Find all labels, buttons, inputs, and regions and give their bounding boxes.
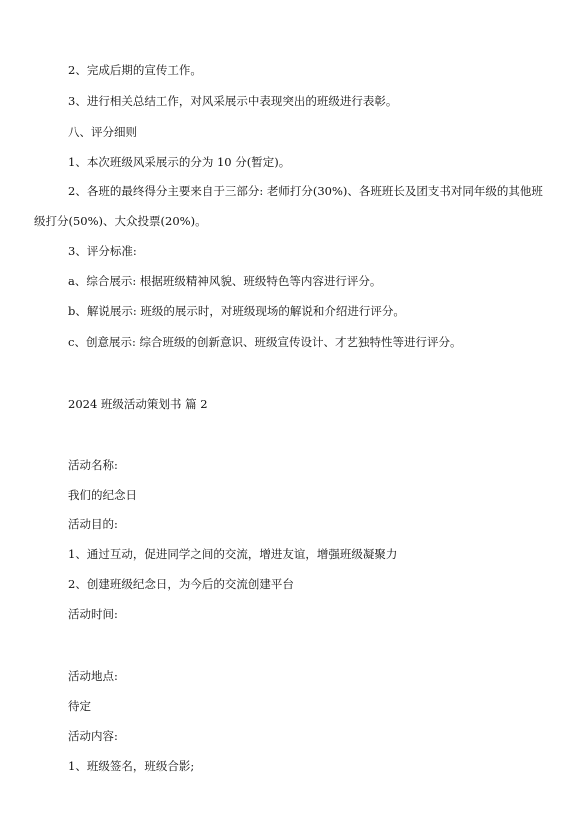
- text-line: 1、班级签名，班级合影;: [68, 759, 195, 773]
- text-line: a、综合展示: 根据班级精神风貌、班级特色等内容进行评分。: [68, 274, 382, 288]
- text-line: 待定: [68, 699, 91, 713]
- text-line: b、解说展示: 班级的展示时，对班级现场的解说和介绍进行评分。: [68, 304, 405, 318]
- text-line: 级打分(50%)、大众投票(20%)。: [34, 214, 207, 228]
- section-heading: 八、评分细则: [68, 125, 137, 139]
- text-line: 活动地点:: [68, 669, 118, 683]
- text-line: 3、评分标准:: [68, 244, 137, 258]
- text-line: 1、本次班级风采展示的分为 10 分(暂定)。: [68, 155, 291, 169]
- text-line: 1、通过互动，促进同学之间的交流，增进友谊，增强班级凝聚力: [68, 547, 398, 561]
- text-line: 活动时间:: [68, 607, 118, 621]
- section-title: 2024 班级活动策划书 篇 2: [68, 397, 208, 411]
- text-line: 活动目的:: [68, 517, 118, 531]
- text-line: 2、创建班级纪念日，为今后的交流创建平台: [68, 577, 294, 591]
- text-line: 2、各班的最终得分主要来自于三部分: 老师打分(30%)、各班班长及团支书对同年级的其他班: [68, 184, 543, 198]
- text-line: 3、进行相关总结工作，对风采展示中表现突出的班级进行表彰。: [68, 94, 398, 108]
- text-line: 我们的纪念日: [68, 488, 137, 502]
- text-line: c、创意展示: 综合班级的创新意识、班级宣传设计、才艺独特性等进行评分。: [68, 335, 462, 349]
- text-line: 2、完成后期的宣传工作。: [68, 63, 202, 77]
- text-line: 活动内容:: [68, 729, 118, 743]
- text-line: 活动名称:: [68, 458, 118, 472]
